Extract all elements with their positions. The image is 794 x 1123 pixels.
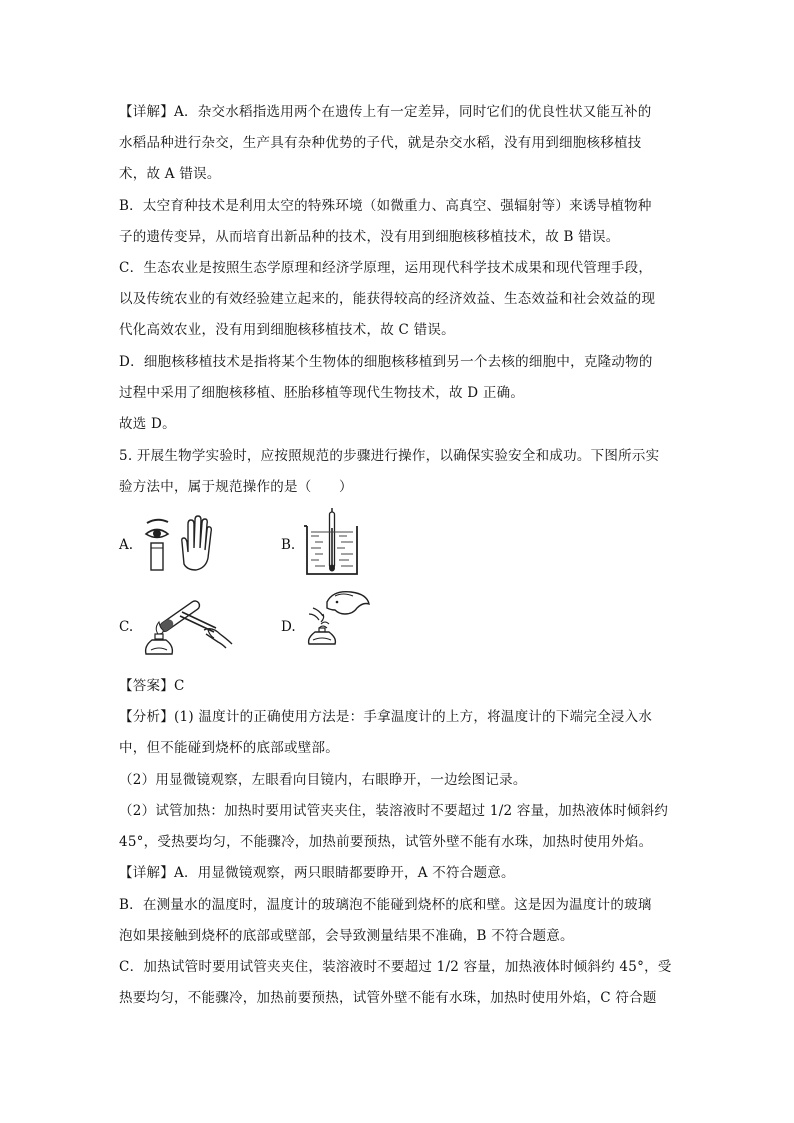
analysis-line: 45°，受热要均匀，不能骤冷，加热前要预热，试管外壁不能有水珠，加热时使用外焰。: [119, 834, 653, 850]
explanation-q4-line: 故选 D。: [119, 416, 176, 432]
explanation-q4-line: 以及传统农业的有效经验建立起来的，能获得较高的经济效益、生态效益和社会效益的现: [119, 291, 656, 307]
analysis-line: 中，但不能碰到烧杯的底部或壁部。: [119, 740, 339, 756]
explanation-q4-line: B．太空育种技术是利用太空的特殊环境（如微重力、高真空、强辐射等）来诱导植物种: [119, 198, 652, 214]
explanation-q4-line: C．生态农业是按照生态学原理和经济学原理，运用现代科学技术成果和现代管理手段，: [119, 260, 653, 276]
explanation-q4-line: 水稻品种进行杂交，生产具有杂种优势的子代，就是杂交水稻，没有用到细胞核移植技: [119, 135, 642, 151]
question5-stem: 验方法中，属于规范操作的是（ ）: [119, 479, 353, 495]
test-tube-heating-icon: [142, 590, 234, 660]
explanation-q4-line: 代化高效农业，没有用到细胞核移植技术，故 C 错误。: [119, 322, 455, 338]
explanation-q4-line: D．细胞核移植技术是指将某个生物体的细胞核移植到另一个去核的细胞中，克隆动物的: [119, 354, 653, 370]
thermometer-in-beaker-icon: [303, 508, 361, 580]
explanation-q5-line: 热要均匀，不能骤冷，加热前要预热，试管外壁不能有水珠，加热时使用外焰，C 符合题: [119, 990, 657, 1006]
explanation-q4-line: 术，故 A 错误。: [119, 166, 221, 182]
explanation-q4-line: 过程中采用了细胞核移植、胚胎移植等现代生物技术，故 D 正确。: [119, 385, 525, 401]
analysis-line: （2）用显微镜观察，左眼看向目镜内，右眼睁开，一边绘图记录。: [119, 772, 527, 788]
smelling-flask-icon: [305, 588, 375, 650]
option-d-label: D.: [281, 619, 296, 635]
explanation-q5-line: C．加热试管时要用试管夹夹住，装溶液时不要超过 1/2 容量，加热液体时倾斜约 45°，受: [119, 959, 672, 975]
explanation-q5-line: 泡如果接触到烧杯的底部或壁部，会导致测量结果不准确，B 不符合题意。: [119, 928, 574, 944]
eye-and-hand-icon: [144, 514, 214, 576]
explanation-q4-line: 【详解】A．杂交水稻指选用两个在遗传上有一定差异，同时它们的优良性状又能互补的: [119, 104, 652, 120]
explanation-q5-line: B．在测量水的温度时，温度计的玻璃泡不能碰到烧杯的底和壁。这是因为温度计的玻璃: [119, 897, 652, 913]
analysis-line: （2）试管加热：加热时要用试管夹夹住，装溶液时不要超过 1/2 容量，加热液体时倾斜约: [119, 803, 669, 819]
explanation-q5-line: 【详解】A．用显微镜观察，两只眼睛都要睁开，A 不符合题意。: [119, 865, 515, 881]
analysis-line: 【分析】(1) 温度计的正确使用方法是：手拿温度计的上方，将温度计的下端完全浸入水: [119, 709, 653, 725]
question5-stem: 5. 开展生物学实验时，应按照规范的步骤进行操作，以确保实验安全和成功。下图所示实: [119, 448, 660, 464]
explanation-q4-line: 子的遗传变异，从而培育出新品种的技术，没有用到细胞核移植技术，故 B 错误。: [119, 229, 620, 245]
answer-line: 【答案】C: [119, 678, 185, 694]
option-b-label: B.: [281, 537, 296, 553]
option-a-label: A.: [119, 537, 134, 553]
option-c-label: C.: [119, 619, 134, 635]
